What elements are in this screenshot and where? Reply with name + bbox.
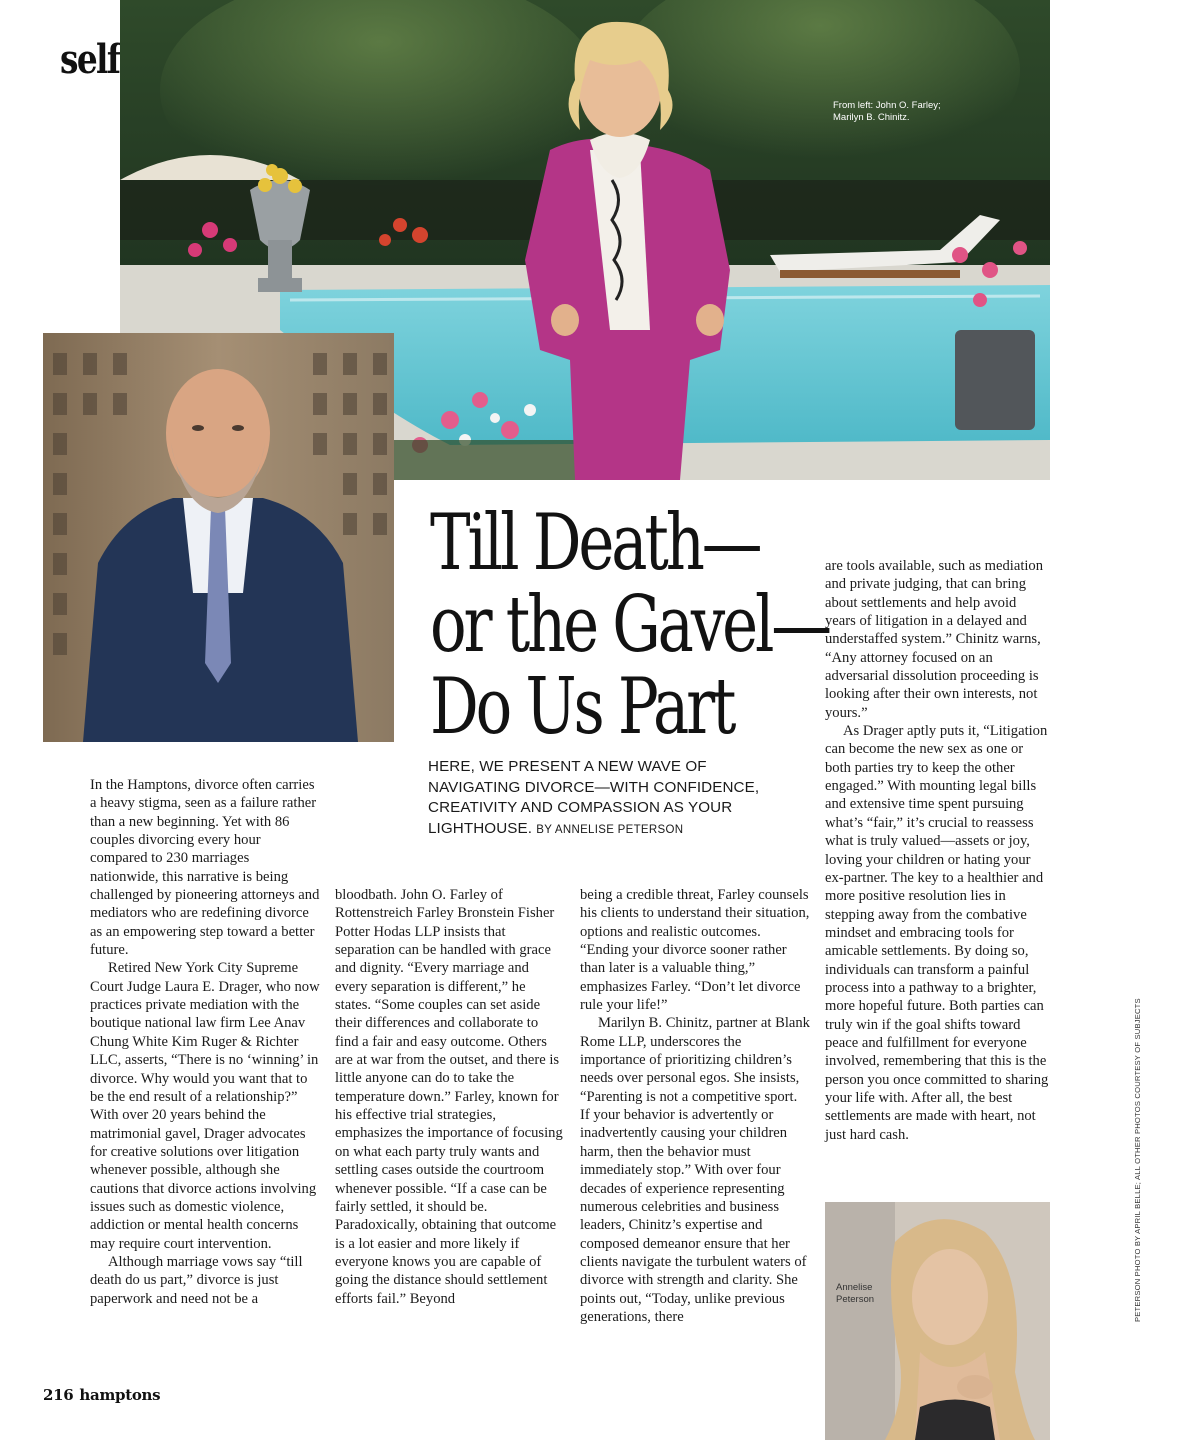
paragraph: As Drager aptly puts it, “Litigation can become the new sex as one or both parties try to keep the other engaged.” With mounting legal bills and extensive time spent pursuing what’s “fair,” it’s crucial to reassess what is truly valued—assets or joy, loving your children or hating your ex-partner. The key to a healthier and more positive resolution lies in stepping away from the combative mindset and embracing tools for amicable settlements. By doing so, individuals can transform a painful process into a pathway to a brighter, more hopeful future. Both parties can truly win if the goal shifts toward peace and fulfillment for everyone involved, remembering that this is the person you once committed to sharing your life with. After all, the best settlements are made with heart, not just hard cash. (825, 723, 1049, 1143)
byline: BY ANNELISE PETERSON (536, 823, 684, 836)
body-column-1 (90, 776, 320, 1308)
author-photo-caption (836, 1282, 874, 1306)
paragraph: In the Hamptons, divorce often carries a heavy stigma, seen as a failure rather than a new beginning. Yet with 86 couples divorcing every hour compared to 230 marriages nationwide, this narrative is being challenged by pioneering attorneys and mediators who are redefining divorce as an empowering step toward a better future. (90, 777, 320, 959)
article-title (430, 498, 830, 752)
body-column-3 (580, 886, 810, 1326)
magazine-name: hamptons (79, 1386, 161, 1404)
body-column-4 (825, 557, 1050, 1144)
paragraph: Marilyn B. Chinitz, partner at Blank Rome LLP, underscores the importance of prioritizing children’s needs over personal egos. She insists, “Parenting is not a competitive sport. If your behavior is advertently or inadvertently causing your children harm, then the behavior must immediately stop.” With over four decades of experience representing numerous celebrities and business leaders, Chinitz’s expertise and composed demeanor ensure that her clients navigate the turbulent waters of divorce with strength and clarity. She points out, “Today, unlike previous generations, there (580, 1015, 810, 1325)
page-folio (43, 1386, 160, 1404)
section-label: self (60, 36, 120, 83)
photo-annelise-peterson (825, 1202, 1050, 1440)
body-column-2 (335, 886, 565, 1308)
paragraph: are tools available, such as mediation and private judging, that can bring about settlements and help avoid years of litigation in a delayed and understaffed system.” Chinitz warns, “Any attorney focused on an adversarial dissolution proceeding is looking after their own interests, not yours.” (825, 558, 1044, 721)
photo-caption-line: Marilyn B. Chinitz. (833, 112, 910, 123)
dek-text: HERE, WE PRESENT A NEW WAVE OF NAVIGATING DIVORCE—WITH CONFIDENCE, CREATIVITY AND COMPASSION AS YOUR LIGHTHOUSE. (428, 758, 760, 837)
paragraph: Retired New York City Supreme Court Judge Laura E. Drager, who now practices private mediation with the boutique national law firm Lee Anav Chung White Kim Ruger & Richter LLC, asserts, “There is no ‘winning’ in divorce. Why would you want that to be the end result of a relationship?” With over 20 years behind the matrimonial gavel, Drager advocates for creative solutions over litigation whenever possible, although she cautions that divorce actions involving issues such as domestic violence, addiction or mental health concerns may require court intervention. (90, 960, 320, 1252)
author-caption-line: Annelise (836, 1282, 873, 1293)
page-number: 216 (43, 1386, 74, 1404)
photo-credit: PETERSON PHOTO BY APRIL BELLE; ALL OTHER PHOTOS COURTESY OF SUBJECTS (1133, 998, 1142, 1322)
paragraph: being a credible threat, Farley counsels his clients to understand their situation, options and realistic outcomes. “Ending your divorce sooner rather than later is a valuable thing,” emphasizes Farley. “Don’t let divorce rule your life!” (580, 887, 810, 1014)
paragraph: Although marriage vows say “till death do us part,” divorce is just paperwork and need not be a (90, 1253, 303, 1307)
photo-caption (833, 100, 1033, 124)
title-line: or the Gavel— (430, 580, 830, 670)
paragraph: bloodbath. John O. Farley of Rottenstreich Farley Bronstein Fisher Potter Hodas LLP insists that separation can be handled with grace and dignity. “Every marriage and every separation is different,” he states. “Some couples can set aside their differences and collaborate to find a fair and easy outcome. Others are at war from the outset, and there is little anyone can do to take the temperature down.” Farley, known for his effective trial strategies, emphasizes the importance of focusing on what each party truly wants and settling cases outside the courtroom whenever possible. “If a case can be fairly settled, it should be. Paradoxically, obtaining that outcome is a lot easier and more likely if everyone knows you are capable of going the distance should settlement efforts fail.” Beyond (335, 887, 563, 1307)
article-dek (428, 757, 788, 840)
photo-caption-line: From left: John O. Farley; (833, 100, 941, 111)
photo-john-farley (43, 333, 394, 742)
author-caption-line: Peterson (836, 1294, 875, 1305)
title-line: Till Death— (430, 498, 760, 588)
title-line: Do Us Part (430, 662, 734, 752)
